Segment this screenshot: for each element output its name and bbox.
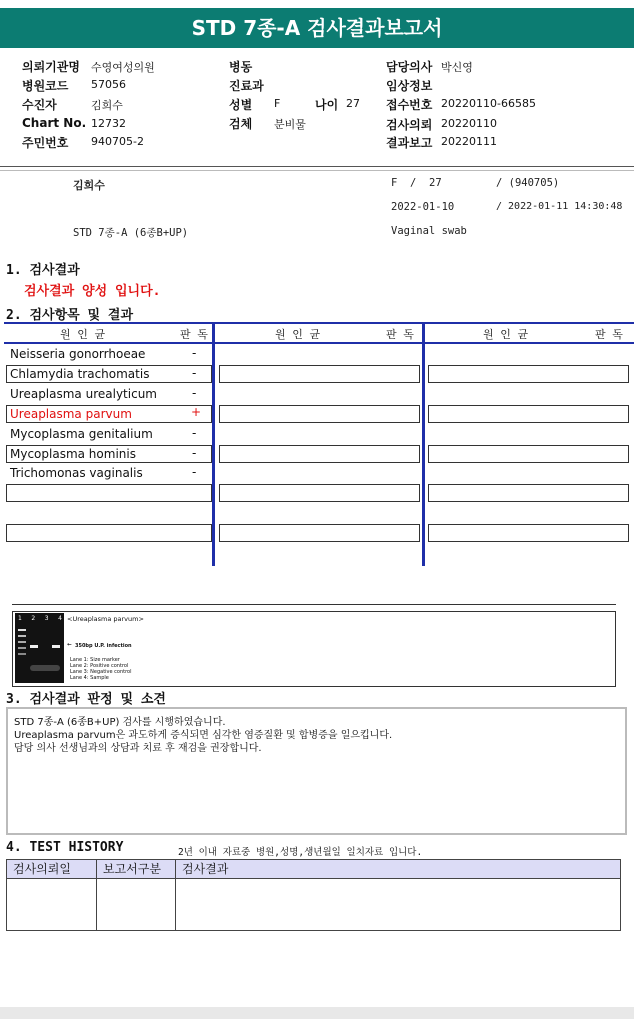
- lane-number: 2: [31, 615, 36, 622]
- gel-caption: <Ureaplasma parvum>: [67, 615, 144, 623]
- organism-name: Trichomonas vaginalis: [10, 466, 143, 480]
- organism-result-positive: +: [191, 405, 202, 419]
- organism-name-positive: Ureaplasma parvum: [10, 407, 132, 421]
- summary-test-name: STD 7종-A (6종B+UP): [73, 227, 189, 239]
- summary-separator: /: [410, 177, 417, 189]
- label-doctor: 담당의사: [386, 60, 433, 74]
- col-judgement-1: 판 독: [180, 328, 208, 341]
- organism-result: -: [192, 386, 197, 400]
- organism-result: -: [192, 426, 197, 440]
- empty-row-box: [219, 445, 420, 463]
- sample-band: [52, 645, 60, 648]
- value-age: 27: [346, 97, 360, 110]
- label-request-date: 검사의뢰: [386, 118, 433, 132]
- history-col-report-type: 보고서구분: [96, 859, 176, 879]
- history-col-request-date: 검사의뢰일: [6, 859, 97, 879]
- gel-image: [15, 613, 64, 683]
- primer-dimer: [30, 665, 60, 671]
- section4-title: 4. TEST HISTORY: [6, 840, 124, 855]
- column-divider-2: [422, 322, 425, 566]
- lane-number: 1: [18, 615, 22, 622]
- organism-result: -: [192, 446, 197, 460]
- empty-row-box: [6, 524, 212, 542]
- label-clinical-info: 임상정보: [386, 79, 433, 93]
- empty-row-box: [219, 365, 420, 383]
- empty-row-box: [428, 405, 629, 423]
- value-request-date: 20220110: [441, 117, 497, 130]
- marker-band: [18, 647, 26, 649]
- col-judgement-3: 판 독: [595, 328, 623, 341]
- empty-row-box: [428, 365, 629, 383]
- label-resident-no: 주민번호: [22, 136, 69, 150]
- col-organism-1: 원 인 균: [60, 328, 106, 341]
- empty-row-box: [428, 445, 629, 463]
- section2-title: 2. 검사항목 및 결과: [6, 308, 134, 323]
- value-chart-no: 12732: [91, 117, 126, 130]
- organism-name: Ureaplasma urealyticum: [10, 387, 157, 401]
- summary-name: 김희수: [73, 179, 105, 192]
- value-specimen: 분비물: [274, 118, 306, 131]
- empty-row-box: [428, 524, 629, 542]
- empty-row-box: [219, 405, 420, 423]
- opinion-line: STD 7종-A (6종B+UP) 검사를 시행하였습니다.: [14, 717, 226, 728]
- value-institution: 수영여성의원: [91, 61, 155, 74]
- gel-legend: Lane 4: Sample: [70, 675, 109, 681]
- value-sex: F: [274, 97, 281, 110]
- label-institution: 의뢰기관명: [22, 60, 80, 74]
- value-report-date: 20220111: [441, 135, 497, 148]
- column-divider-1: [212, 322, 215, 566]
- organism-result: -: [192, 346, 197, 360]
- summary-birth: / (940705): [496, 177, 560, 189]
- section3-title: 3. 검사결과 판정 및 소견: [6, 692, 166, 707]
- summary-request-date: 2022-01-10: [391, 201, 455, 213]
- organism-result: -: [192, 465, 197, 479]
- label-report-date: 결과보고: [386, 136, 433, 150]
- history-col-result: 검사결과: [175, 859, 621, 879]
- empty-row-box: [219, 484, 420, 502]
- empty-row-box: [6, 484, 212, 502]
- gel-legend: Lane 2: Positive control: [70, 663, 129, 669]
- summary-divider: [0, 170, 634, 171]
- col-organism-2: 원 인 균: [275, 328, 321, 341]
- organism-name: Neisseria gonorrhoeae: [10, 347, 146, 361]
- report-title: STD 7종-A 검사결과보고서: [0, 8, 634, 48]
- section1-title: 1. 검사결과: [6, 263, 80, 278]
- label-hospital-code: 병원코드: [22, 79, 69, 93]
- empty-row-box: [428, 484, 629, 502]
- summary-sex: F: [391, 177, 398, 189]
- organism-name: Chlamydia trachomatis: [10, 367, 150, 381]
- label-age: 나이: [315, 98, 339, 112]
- value-resident-no: 940705-2: [91, 135, 144, 148]
- history-cell-divider: [175, 879, 176, 931]
- label-ward: 병동: [229, 60, 253, 74]
- arrow-icon: ←: [67, 642, 72, 648]
- value-patient: 김희수: [91, 99, 123, 112]
- marker-band: [18, 653, 26, 655]
- opinion-line: Ureaplasma parvum은 과도하게 증식되면 심각한 염증질환 및 합병증을 일으킵니다.: [14, 730, 393, 741]
- lane-number: 3: [44, 615, 49, 622]
- value-doctor: 박신영: [441, 61, 473, 74]
- label-specimen: 검체: [229, 117, 253, 131]
- gel-legend: Lane 3: Negative control: [70, 669, 132, 675]
- positive-control-band: [30, 645, 38, 648]
- value-hospital-code: 57056: [91, 78, 126, 91]
- history-note: 2년 이내 자료중 병원,성명,생년월일 일치자료 입니다.: [178, 847, 423, 858]
- label-receipt-no: 접수번호: [386, 98, 433, 112]
- value-receipt-no: 20220110-66585: [441, 97, 536, 110]
- col-judgement-2: 판 독: [386, 328, 414, 341]
- gel-band-label: 350bp U.P. infection: [75, 643, 132, 649]
- label-department: 진료과: [229, 79, 264, 93]
- result-positive-text: 검사결과 양성 입니다.: [24, 284, 161, 299]
- summary-age: 27: [429, 177, 442, 189]
- empty-row-box: [219, 524, 420, 542]
- marker-band: [18, 635, 26, 637]
- summary-specimen: Vaginal swab: [391, 225, 467, 237]
- label-chart-no: Chart No.: [22, 116, 87, 130]
- table-header-line: [4, 342, 634, 344]
- history-cell-divider: [96, 879, 97, 931]
- footer-strip: [0, 1007, 634, 1019]
- label-patient: 수진자: [22, 98, 57, 112]
- gel-top-line: [12, 604, 616, 605]
- summary-report-datetime: / 2022-01-11 14:30:48: [496, 201, 623, 212]
- col-organism-3: 원 인 균: [483, 328, 529, 341]
- marker-band: [18, 629, 26, 631]
- organism-result: -: [192, 366, 197, 380]
- opinion-line: 담당 의사 선생님과의 상담과 치료 후 재검을 권장합니다.: [14, 743, 262, 754]
- lane-number: 4: [58, 615, 62, 622]
- organism-name: Mycoplasma genitalium: [10, 427, 153, 441]
- organism-name: Mycoplasma hominis: [10, 447, 136, 461]
- label-sex: 성별: [229, 98, 253, 112]
- gel-legend: Lane 1: Size marker: [70, 657, 120, 663]
- table-top-line: [4, 322, 634, 324]
- marker-band: [18, 641, 26, 643]
